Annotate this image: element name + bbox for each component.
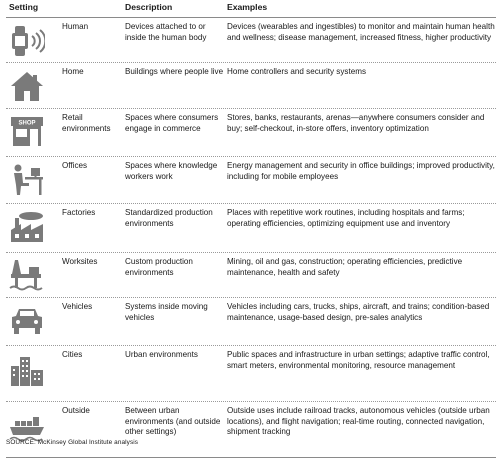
setting-label: Offices (62, 161, 88, 170)
description-text: Between urban environments (and outside other settings) (125, 406, 221, 437)
setting-label: Vehicles (62, 302, 93, 311)
table-row (6, 63, 496, 109)
setting-label: Worksites (62, 257, 98, 266)
examples-text: Outside uses include railroad tracks, autonomous vehicles (outside urban locations), and flight navigation; real-time routing, connected navigation, shipment tracking (227, 406, 490, 437)
examples-text: Places with repetitive work routines, including hospitals and farms; operating efficiencies, optimizing equipment use and inventory (227, 208, 465, 228)
city-buildings-icon (9, 354, 45, 388)
examples-text: Devices (wearables and ingestibles) to monitor and maintain human health and wellness; disease management, increased fitness, higher productivity (227, 22, 495, 42)
table-row (6, 157, 496, 204)
table-row (6, 402, 496, 458)
examples-text: Home controllers and security systems (227, 67, 366, 76)
description-text: Urban environments (125, 350, 198, 359)
table-row (6, 204, 496, 253)
examples-text: Energy management and security in office buildings; improved productivity, including for mobile employees (227, 161, 495, 181)
shop-icon (9, 114, 45, 148)
description-text: Spaces where consumers engage in commerce (125, 113, 219, 133)
setting-label: Retail environments (62, 113, 111, 133)
table-header (6, 0, 496, 18)
description-text: Standardized production environments (125, 208, 213, 228)
wearable-device-icon (9, 24, 45, 58)
setting-label: Home (62, 67, 84, 76)
examples-text: Public spaces and infrastructure in urban settings; adaptive traffic control, smart meters, environmental monitoring, resource management (227, 350, 490, 370)
table-row (6, 253, 496, 298)
description-text: Custom production environments (125, 257, 193, 277)
setting-label: Human (62, 22, 89, 31)
description-text: Spaces where knowledge workers work (125, 161, 218, 181)
setting-label: Factories (62, 208, 96, 217)
table-row (6, 18, 496, 63)
table-row (6, 346, 496, 402)
header-examples: Examples (227, 2, 268, 12)
examples-text: Stores, banks, restaurants, arenas—anywhere consumers consider and buy; self-checkout, in-store offers, inventory optimization (227, 113, 485, 133)
description-text: Systems inside moving vehicles (125, 302, 208, 322)
house-icon (9, 69, 45, 103)
factory-icon (9, 210, 45, 244)
setting-label: Outside (62, 406, 90, 415)
description-text: Devices attached to or inside the human body (125, 22, 207, 42)
header-description: Description (125, 2, 173, 12)
table-row (6, 298, 496, 346)
header-setting: Setting (9, 2, 39, 12)
examples-text: Mining, oil and gas, construction; operating efficiencies, predictive maintenance, health and safety (227, 257, 463, 277)
setting-label: Cities (62, 350, 83, 359)
office-worker-icon (9, 163, 45, 197)
oil-rig-icon (9, 258, 45, 292)
description-text: Buildings where people live (125, 67, 224, 76)
examples-text: Vehicles including cars, trucks, ships, aircraft, and trains; condition-based maintenance, usage-based design, pre-sales analytics (227, 302, 490, 322)
table-row (6, 109, 496, 157)
iot-settings-table (6, 0, 496, 458)
car-icon (9, 304, 45, 338)
svg-text:SHOP: SHOP (18, 120, 36, 127)
source-note: SOURCE: McKinsey Global Institute analysis (6, 439, 139, 446)
